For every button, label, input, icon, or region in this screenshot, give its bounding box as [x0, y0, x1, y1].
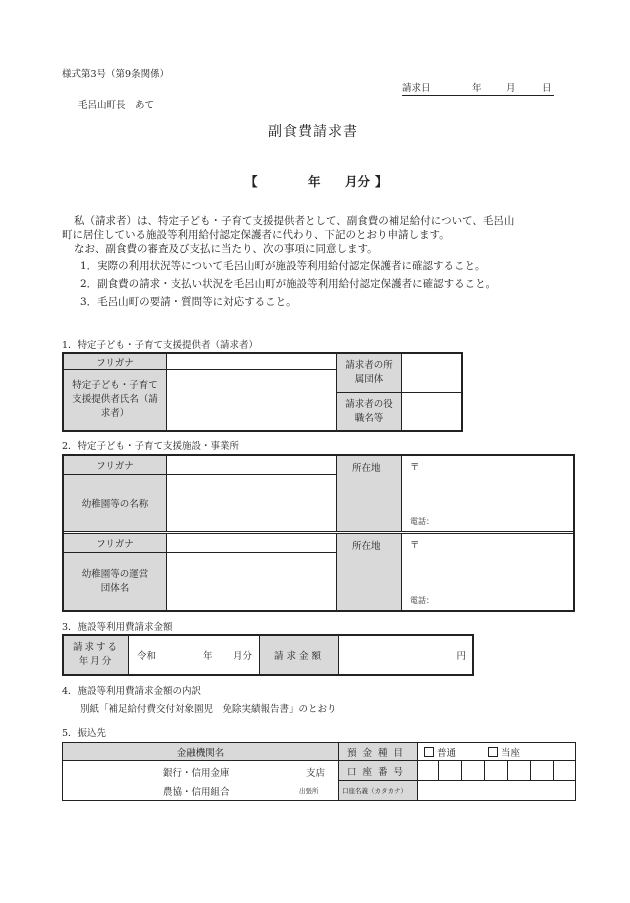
branch-label: 支店	[306, 768, 326, 779]
section2-facility-input[interactable]	[166, 474, 337, 532]
coop-types: 農協・信用組合	[163, 787, 230, 798]
section3-amount-label: 請求金額	[259, 635, 339, 675]
section1-org-label: 請求者の所属団体	[336, 353, 402, 393]
form-number: 様式第3号（第9条関係）	[62, 69, 170, 80]
intro-line-3: なお、副食費の審査及び支払に当たり、次の事項に同意します。	[74, 243, 378, 255]
section1-name-label: 特定子ども・子育て支援提供者氏名（請求者）	[63, 369, 167, 431]
intro-line-1: 私（請求者）は、特定子ども・子育て支援提供者として、副食費の補足給付について、毛呂山	[74, 215, 515, 227]
section2-operator-label: 幼稚園等の運営団体名	[63, 552, 167, 611]
period-year-mark: 年	[203, 651, 213, 662]
request-date-label: 請求日	[402, 83, 431, 94]
era-label: 令和	[137, 651, 157, 662]
consent-item-1: 1．実際の利用状況等について毛呂山町が施設等利用給付認定保護者に確認すること。	[80, 260, 486, 272]
section1-title-input[interactable]	[401, 392, 462, 431]
request-date-day: 日	[542, 83, 552, 94]
section3-period-label: 請求する年月分	[63, 635, 129, 675]
phone1-label: 電話：	[410, 517, 434, 526]
section4-text: 別紙「補足給付費交付対象園児 免除実績報告書」のとおり	[80, 704, 337, 715]
claim-period-year: 年	[308, 174, 321, 189]
bank-name-input[interactable]	[62, 760, 339, 801]
claim-period-close: 】	[375, 174, 388, 189]
toza-option[interactable]: 当座	[488, 745, 520, 759]
section2-heading: 2．特定子ども・子育て支援施設・事業所	[62, 441, 240, 452]
checkbox-icon	[488, 747, 498, 757]
account-number-label: 口座番号	[338, 760, 418, 781]
section4-heading: 4．施設等利用費請求金額の内訳	[62, 686, 202, 697]
section2-address1-label: 所在地	[336, 455, 402, 532]
section1-furigana-label: フリガナ	[63, 353, 167, 370]
period-month-mark: 月分	[233, 651, 253, 662]
deposit-type-options	[417, 742, 576, 761]
section1-name-input[interactable]	[166, 369, 337, 431]
consent-item-3: 3．毛呂山町の要請・質問等に対応すること。	[80, 296, 297, 308]
yen-unit: 円	[456, 651, 466, 662]
consent-item-2: 2．副食費の請求・支払い状況を毛呂山町が施設等利用給付認定保護者に確認すること。	[80, 278, 497, 290]
request-date-month: 月	[506, 83, 516, 94]
section2-furigana2-label: フリガナ	[63, 533, 167, 553]
section2-address1-input[interactable]	[401, 455, 574, 532]
checkbox-icon	[424, 747, 434, 757]
account-number-boxes[interactable]	[417, 760, 576, 781]
bank-types: 銀行・信用金庫	[163, 768, 230, 779]
request-date-year: 年	[472, 83, 482, 94]
document-title: 副食費請求書	[268, 124, 358, 140]
request-date	[402, 80, 554, 96]
postal-mark-icon: 〒	[410, 540, 420, 551]
section2-furigana1-label: フリガナ	[63, 455, 167, 475]
claim-period	[245, 172, 388, 190]
section2-furigana2-input[interactable]	[166, 533, 337, 553]
claim-period-open: 【	[245, 174, 258, 189]
futsu-option[interactable]: 普通	[424, 745, 456, 759]
section3-period-input[interactable]	[128, 635, 260, 675]
section2-address2-label: 所在地	[336, 533, 402, 611]
bank-header: 金融機関名	[62, 742, 339, 761]
section1-org-input[interactable]	[401, 353, 462, 393]
section2-address2-input[interactable]	[401, 533, 574, 611]
section2-furigana1-input[interactable]	[166, 455, 337, 475]
section3-heading: 3．施設等利用費請求金額	[62, 622, 173, 633]
section3-amount-input[interactable]	[338, 635, 473, 675]
deposit-type-label: 預金種目	[338, 742, 418, 761]
intro-line-2: 町に居住している施設等利用給付認定保護者に代わり、下記のとおり申請します。	[62, 229, 450, 241]
section1-furigana-input[interactable]	[166, 353, 337, 370]
postal-mark-icon: 〒	[410, 462, 420, 473]
account-holder-input[interactable]	[417, 780, 576, 801]
section2-facility-label: 幼稚園等の名称	[63, 474, 167, 532]
phone2-label: 電話：	[410, 596, 434, 605]
claim-period-month: 月分	[345, 174, 371, 189]
section1-heading: 1．特定子ども・子育て支援提供者（請求者）	[62, 340, 259, 351]
section2-operator-input[interactable]	[166, 552, 337, 611]
section1-title-label: 請求者の役職名等	[336, 392, 402, 431]
office-label: 出張所	[299, 787, 319, 795]
section5-heading: 5．振込先	[62, 728, 107, 739]
account-holder-label: 口座名義（カタカナ）	[338, 780, 418, 801]
addressee: 毛呂山町長 あて	[78, 100, 155, 111]
